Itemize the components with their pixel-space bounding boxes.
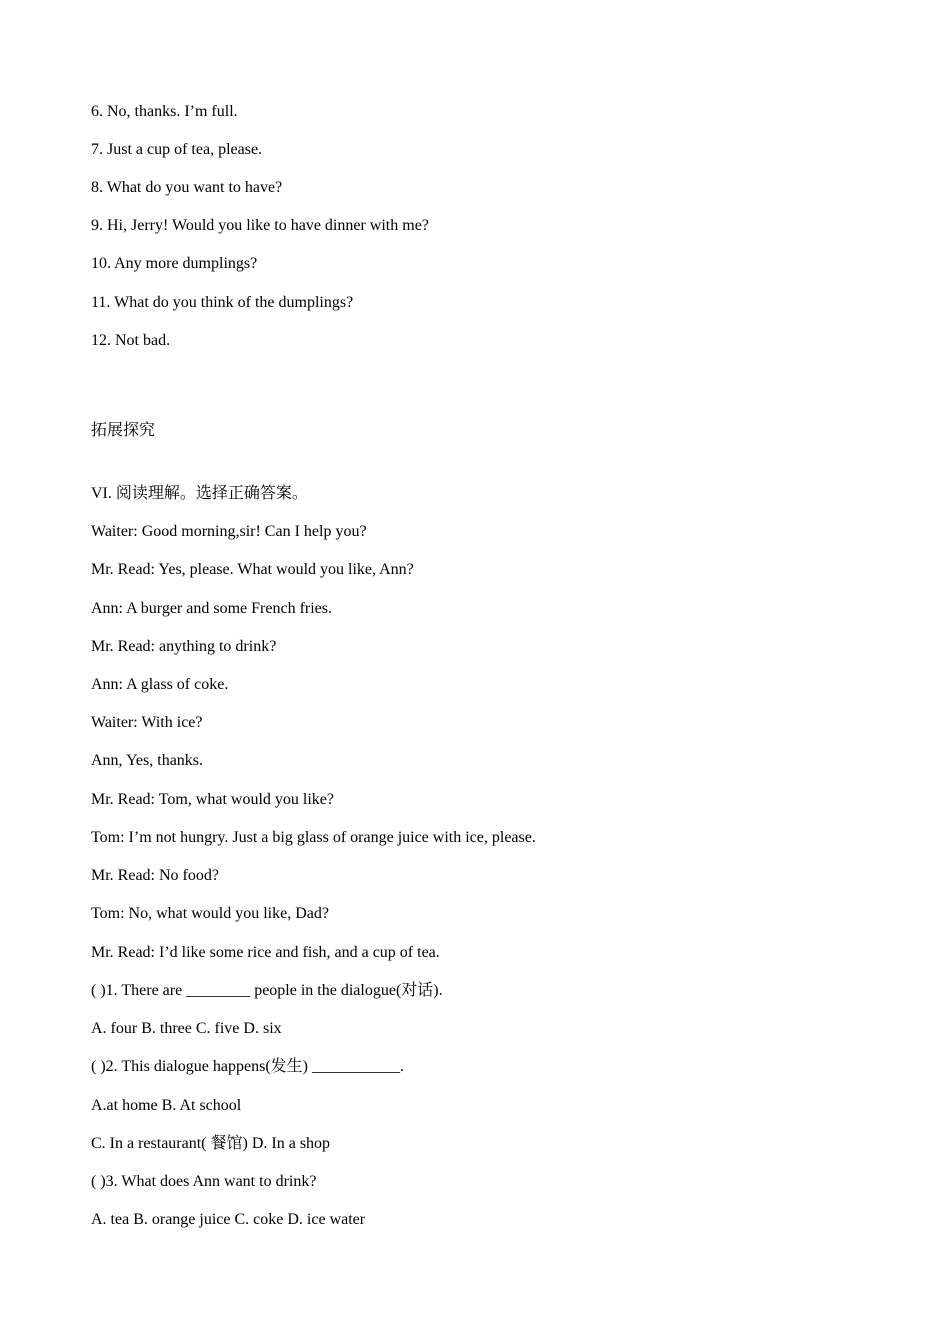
section-heading: 拓展探究 — [91, 422, 156, 439]
answer-line-10: 10. Any more dumplings? — [91, 255, 258, 272]
dialogue-line: Mr. Read: No food? — [91, 867, 219, 884]
question-1-options: A. four B. three C. five D. six — [91, 1020, 282, 1037]
dialogue-line: Mr. Read: I’d like some rice and fish, and a cup of tea. — [91, 944, 440, 961]
answer-line-7: 7. Just a cup of tea, please. — [91, 141, 263, 158]
question-3: ( )3. What does Ann want to drink? — [91, 1173, 317, 1190]
question-2-options-cd: C. In a restaurant( 餐馆) D. In a shop — [91, 1135, 331, 1152]
dialogue-line: Mr. Read: anything to drink? — [91, 638, 277, 655]
dialogue-line: Mr. Read: Yes, please. What would you like, Ann? — [91, 561, 414, 578]
dialogue-line: Ann: A burger and some French fries. — [91, 600, 332, 617]
answer-line-8: 8. What do you want to have? — [91, 179, 283, 196]
dialogue-line: Tom: I’m not hungry. Just a big glass of orange juice with ice, please. — [91, 829, 536, 846]
answer-line-6: 6. No, thanks. I’m full. — [91, 103, 238, 120]
question-2: ( )2. This dialogue happens(发生) ___________. — [91, 1058, 404, 1075]
dialogue-line: Mr. Read: Tom, what would you like? — [91, 791, 334, 808]
dialogue-line: Ann: A glass of coke. — [91, 676, 229, 693]
answer-line-12: 12. Not bad. — [91, 332, 171, 349]
dialogue-line: Waiter: Good morning,sir! Can I help you? — [91, 523, 367, 540]
question-1: ( )1. There are ________ people in the dialogue(对话). — [91, 982, 443, 999]
question-3-options: A. tea B. orange juice C. coke D. ice water — [91, 1211, 366, 1228]
reading-title: VI. 阅读理解。选择正确答案。 — [91, 485, 308, 502]
dialogue-line: Waiter: With ice? — [91, 714, 203, 731]
answer-line-11: 11. What do you think of the dumplings? — [91, 294, 354, 311]
answer-line-9: 9. Hi, Jerry! Would you like to have dinner with me? — [91, 217, 429, 234]
dialogue-line: Ann, Yes, thanks. — [91, 752, 204, 769]
question-2-options-ab: A.at home B. At school — [91, 1097, 242, 1114]
dialogue-line: Tom: No, what would you like, Dad? — [91, 905, 329, 922]
